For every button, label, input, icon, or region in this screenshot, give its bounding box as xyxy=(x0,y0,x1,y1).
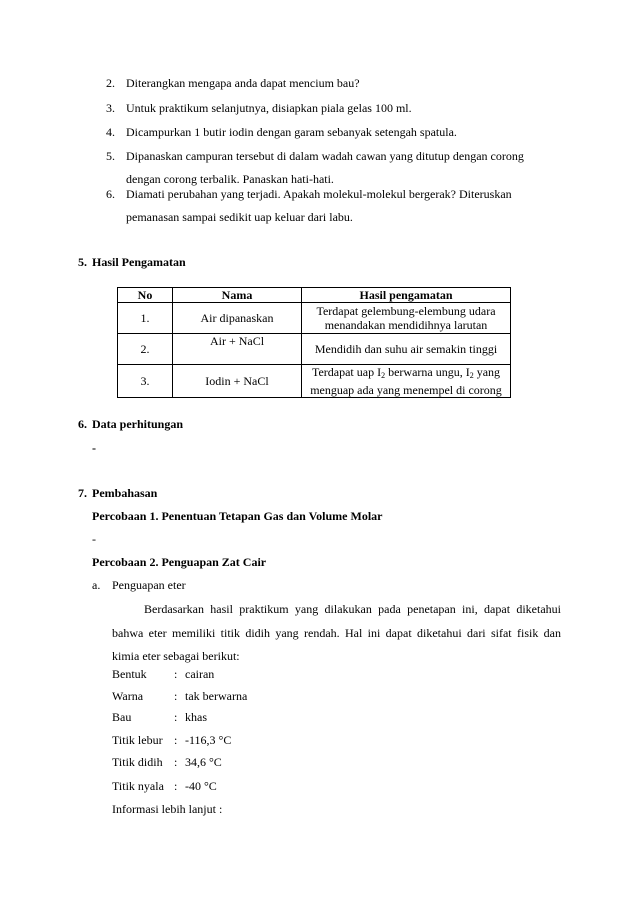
info-label: Informasi lebih lanjut : xyxy=(112,802,223,816)
table-cell xyxy=(302,365,511,398)
step-number: 4. xyxy=(106,125,115,139)
property-label: Warna xyxy=(112,689,144,703)
step-text: Dicampurkan 1 butir iodin dengan garam sebanyak setengah spatula. xyxy=(126,125,457,139)
step-text: Untuk praktikum selanjutnya, disiapkan piala gelas 100 ml. xyxy=(126,101,412,115)
table-cell: Air dipanaskan xyxy=(173,303,302,334)
paragraph-line: kimia eter sebagai berikut: xyxy=(112,649,240,663)
table-cell: Mendidih dan suhu air semakin tinggi xyxy=(302,334,511,365)
cell-line xyxy=(305,365,507,383)
step-number: 5. xyxy=(106,149,115,163)
property-value: khas xyxy=(185,710,207,724)
property-value: -40 °C xyxy=(185,779,217,793)
table-cell: 1. xyxy=(118,303,173,334)
subsection-title: Percobaan 2. Penguapan Zat Cair xyxy=(92,555,267,569)
property-separator: : xyxy=(174,710,178,724)
property-label: Titik lebur xyxy=(112,733,163,747)
property-value: cairan xyxy=(185,667,215,681)
column-header: No xyxy=(118,288,173,303)
step-number: 6. xyxy=(106,187,115,201)
section-number: 6. xyxy=(78,417,87,431)
property-label: Titik didih xyxy=(112,755,163,769)
property-label: Bau xyxy=(112,710,132,724)
table-cell: 3. xyxy=(118,365,173,398)
section-content: - xyxy=(92,441,96,455)
property-separator: : xyxy=(174,733,178,747)
table-row xyxy=(118,303,511,334)
step-number: 2. xyxy=(106,76,115,90)
paragraph-line: Berdasarkan hasil praktikum yang dilakukan pada penetapan ini, dapat diketahui xyxy=(144,602,561,616)
property-separator: : xyxy=(174,755,178,769)
property-separator: : xyxy=(174,779,178,793)
property-separator: : xyxy=(174,689,178,703)
step-text: Diamati perubahan yang terjadi. Apakah molekul-molekul bergerak? Diteruskan xyxy=(126,187,512,201)
subsection-title: Percobaan 1. Penentuan Tetapan Gas dan Volume Molar xyxy=(92,509,383,523)
property-separator: : xyxy=(174,667,178,681)
column-header: Nama xyxy=(173,288,302,303)
table-header-row xyxy=(118,288,511,303)
subsection-content: - xyxy=(92,532,96,546)
section-title: Pembahasan xyxy=(92,486,158,500)
property-value: 34,6 °C xyxy=(185,755,222,769)
cell-text: Terdapat uap I xyxy=(311,365,382,379)
section-title: Data perhitungan xyxy=(92,417,184,431)
section-number: 5. xyxy=(78,255,87,269)
table-cell: Iodin + NaCl xyxy=(173,365,302,398)
step-text: dengan corong terbalik. Panaskan hati-hati. xyxy=(126,172,334,186)
list-label: a. xyxy=(92,578,101,592)
table-cell: 2. xyxy=(118,334,173,365)
property-value: -116,3 °C xyxy=(185,733,232,747)
step-number: 3. xyxy=(106,101,115,115)
step-text: Dipanaskan campuran tersebut di dalam wadah cawan yang ditutup dengan corong xyxy=(126,149,524,163)
section-number: 7. xyxy=(78,486,87,500)
list-item-title: Penguapan eter xyxy=(112,578,186,592)
table-row xyxy=(118,334,511,365)
property-label: Bentuk xyxy=(112,667,147,681)
step-text: pemanasan sampai sedikit uap keluar dari labu. xyxy=(126,210,353,224)
step-text: Diterangkan mengapa anda dapat mencium bau? xyxy=(126,76,360,90)
table-cell: Air + NaCl xyxy=(173,334,302,365)
table-cell xyxy=(302,303,511,334)
cell-text: yang xyxy=(473,365,501,379)
property-value: tak berwarna xyxy=(185,689,248,703)
table-row xyxy=(118,365,511,398)
cell-text: berwarna ungu, I xyxy=(385,365,470,379)
subscript: 2 xyxy=(381,371,386,380)
results-table xyxy=(117,287,511,398)
cell-line: menguap ada yang menempel di corong xyxy=(310,383,502,397)
paragraph-line: bahwa eter memiliki titik didih yang rendah. Hal ini dapat diketahui dari sifat fisik dan xyxy=(112,626,561,640)
section-title: Hasil Pengamatan xyxy=(92,255,186,269)
cell-line: Terdapat gelembung-elembung udara xyxy=(316,304,496,318)
subscript: 2 xyxy=(469,371,474,380)
column-header: Hasil pengamatan xyxy=(302,288,511,303)
cell-line: menandakan mendidihnya larutan xyxy=(324,318,488,332)
property-label: Titik nyala xyxy=(112,779,164,793)
